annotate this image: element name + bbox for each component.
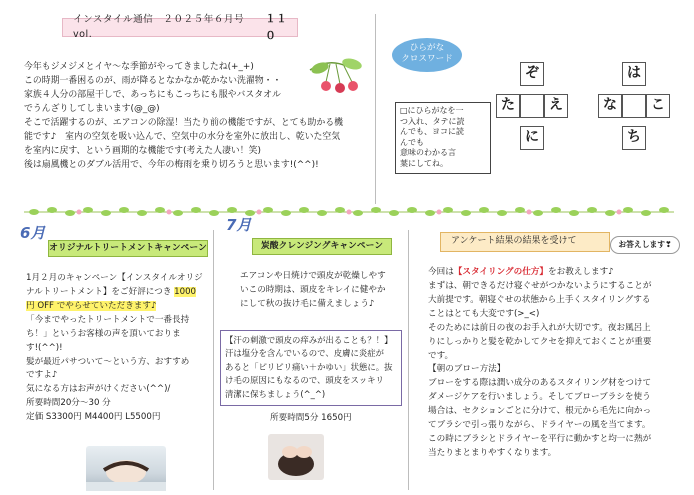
notice-line: 汗は塩分を含んでいるので、皮膚に炎症が [225, 348, 384, 359]
header-issue-number: １１０ [265, 13, 288, 42]
divider [213, 230, 214, 490]
enquete-line: 【朝のブロー方法】 [428, 364, 506, 375]
instruction-line: □にひらがなを一 [400, 106, 464, 115]
june-line: 1月２月のキャンペーン【インスタイルオリジ [26, 273, 203, 283]
instruction-line: んでも [400, 137, 424, 147]
notice-line: 清潔に保ちましょう(^_^) [225, 388, 326, 399]
crossword-cell: こ [646, 94, 670, 118]
intro-line: を室内に戻す、という画期的な機能です(考えた人凄い！笑) [24, 146, 261, 157]
july-line: にして秋の抜け毛に備えましょう♪ [240, 298, 375, 309]
enquete-intro-prefix: 今回は [428, 267, 454, 277]
june-line-text: ナルトリートメント】をご好評につき [26, 286, 172, 297]
enquete-line: そのためには前日の夜のお手入れが大切です。夜お風呂上 [428, 322, 651, 333]
instruction-line: つ入れ、タテに読 [400, 116, 465, 126]
crossword-cell: ぞ [520, 62, 544, 86]
crossword-cell: ち [622, 126, 646, 150]
intro-line: 後は扇風機とのダブル活用で、今年の梅雨を乗り切ろうと思います!(^^)! [24, 160, 319, 171]
crossword-cell: な [598, 94, 622, 118]
enquete-topic: 【スタイリングの仕方】 [453, 267, 548, 277]
enquete-line: 大前提です。朝寝ぐせの状態から上手くスタイリングする [428, 294, 651, 305]
july-campaign-title: 炭酸クレンジングキャンペーン [252, 238, 392, 255]
june-line: 気になる方はお声がけください(^^)/ [26, 384, 171, 395]
june-line: 「今までやったトリートメントで一番長持 [26, 314, 190, 325]
july-month-badge: 7月 [226, 216, 252, 234]
intro-line: そこで活躍するのが、エアコンの除湿！当たり前の機能ですが、とても助かる機 [24, 118, 344, 129]
june-line: す!(^^)! [26, 342, 63, 353]
notice-line: け毛の原因にもなるので、頭皮をスッキリ [225, 375, 384, 386]
july-line: エアコンや日焼けで頭皮が乾燥しやす [240, 271, 386, 281]
cherry-illustration [300, 56, 370, 102]
crossword-title-line: ひらがな [409, 43, 445, 53]
enquete-line: 当たりまとまりやすくなります。 [428, 447, 557, 458]
enquete-line: です。 [428, 350, 454, 361]
header-title: インスタイル通信 ２０２５年６月号 vol. [73, 13, 245, 40]
june-line: 髪が最近パサついて～という方、おすすめ [26, 356, 190, 367]
crossword-cell: え [544, 94, 568, 118]
enquete-intro [428, 266, 688, 280]
leaf-garland [24, 205, 674, 217]
notice-line: 【汗の刺激で頭皮の痒みが出ることも？！】 [225, 335, 393, 345]
instruction-line: 葉にしてね。 [400, 158, 448, 168]
scalp-care-photo [268, 434, 324, 480]
june-campaign-title: オリジナルトリートメントキャンペーン [48, 240, 208, 257]
enquete-line: この時にブラシとドライヤーを平行に動かすと均一に熱が [428, 434, 652, 445]
divider [375, 14, 376, 204]
instruction-line: 意味のわかる言 [400, 148, 456, 158]
enquete-line: てブラシで引っ張りながら、ドライヤーの風を当てます。 [428, 420, 651, 431]
intro-line: この時期一番困るのが、雨が降るとなかなか乾かない洗濯物・・ [24, 76, 282, 87]
enquete-line: まずは、朝できるだけ寝ぐせがつかないようにすることが [428, 280, 652, 291]
june-line: 定価 S3300円 M4400円 L5500円 [26, 412, 161, 423]
notice-line: あると「ピリピリ痛い＋かゆい」状態に。抜 [225, 361, 393, 372]
july-line: いこの時期は、頭皮をキレイに健やか [240, 284, 386, 295]
crossword-blank-cell[interactable] [520, 94, 544, 118]
enquete-line: ダメージケアを行いましょう。そしてブローブラシを使う [428, 392, 651, 403]
crossword-cell: た [496, 94, 520, 118]
answer-badge: お答えします❣ [610, 236, 680, 254]
june-line: 所要時間20分～30 分 [26, 398, 111, 409]
divider [408, 230, 409, 490]
june-line: ですよ♪ [26, 370, 58, 381]
june-line-text: 円 OFF でやらせていただきます♪ [26, 300, 157, 311]
enquete-intro-suffix: をお教えします♪ [548, 267, 614, 277]
price-highlight: 1000 [174, 286, 197, 297]
july-campaign-body [240, 270, 400, 312]
newsletter-header [62, 13, 298, 42]
intro-line: でうんざりしてしまいます(@_@) [24, 104, 160, 115]
enquete-body [428, 266, 688, 461]
june-campaign-body [26, 272, 206, 425]
intro-line: 今年もジメジメとイヤ～な季節がやってきましたね(+_+) [24, 62, 254, 72]
june-line [26, 286, 206, 300]
crossword-title-bubble [392, 38, 462, 72]
instruction-line: んでも、ヨコに読 [400, 127, 464, 137]
enquete-line: ブローをする際は潤い成分のあるスタイリング材をつけて [428, 378, 652, 389]
june-line: ち！」というお客様の声を頂いておりま [26, 328, 181, 339]
hair-wash-photo [86, 446, 166, 491]
july-duration-price: 所要時間5分 1650円 [270, 413, 352, 423]
sweat-notice-box [220, 330, 402, 406]
june-month-badge: 6月 [20, 224, 46, 242]
crossword-title-line: クロスワード [401, 53, 453, 64]
june-line [26, 300, 206, 314]
enquete-title: アンケート結果の結果を受けて [440, 232, 610, 252]
intro-line: 能です♪ 室内の空気を吸い込んで、空気中の水分を室外に放出し、乾いた空気 [24, 132, 341, 143]
crossword-blank-cell[interactable] [622, 94, 646, 118]
enquete-line: ことはとても大変です(>_<) [428, 308, 540, 319]
enquete-line: 場合は、セクションごとに分けて、根元から毛先に向かっ [428, 406, 652, 417]
crossword-cell: は [622, 62, 646, 86]
enquete-line: りにしっかりと髪を乾かしてクセを抑えておくことが重要 [428, 336, 652, 347]
crossword-instructions [395, 102, 491, 174]
crossword-cell: に [520, 126, 544, 150]
intro-line: 家族４人分の部屋干しで、あっちにもこっちにも服やバスタオル [24, 90, 281, 101]
